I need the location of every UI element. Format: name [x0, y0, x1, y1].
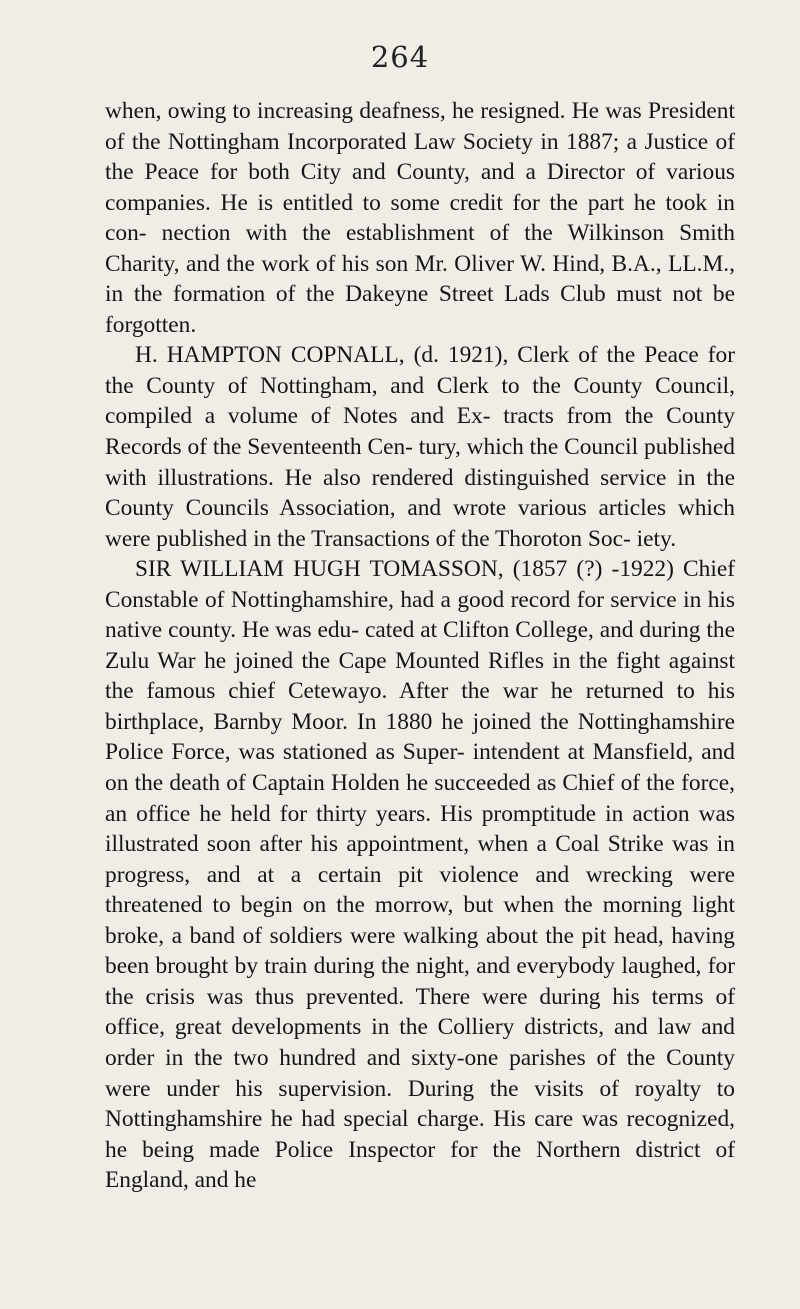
page-number: 264 — [370, 40, 430, 74]
page-body — [105, 96, 735, 1196]
paragraph-hind: when, owing to increasing deafness, he resigned. He was President of the Nottingham Incorporated Law Society in 1887; a Justice of the Peace for both City and County, and a Director of various companies. He is entitled to some credit for the part he took in con- nection with the establishment of the Wilkinson Smith Charity, and the work of his son Mr. Oliver W. Hind, B.A., LL.M., in the formation of the Dakeyne Street Lads Club must not be forgotten. — [105, 98, 735, 338]
paragraph-tomasson: SIR WILLIAM HUGH TOMASSON, (1857 (?) -1922) Chief Constable of Nottinghamshire, had a good record for service in his native county. He was edu- cated at Clifton College, and during the Zulu War he joined the Cape Mounted Rifles in the fight against the famous chief Cetewayo. After the war he returned to his birthplace, Barnby Moor. In 1880 he joined the Nottinghamshire Police Force, was stationed as Super- intendent at Mansfield, and on the death of Captain Holden he succeeded as Chief of the force, an office he held for thirty years. His promptitude in action was illustrated soon after his appointment, when a Coal Strike was in progress, and at a certain pit violence and wrecking were threatened to begin on the morrow, but when the morning light broke, a band of soldiers were walking about the pit head, having been brought by train during the night, and everybody laughed, for the crisis was thus prevented. There were during his terms of office, great developments in the Colliery districts, and law and order in the two hundred and sixty-one parishes of the County were under his supervision. During the visits of royalty to Nottinghamshire he had special charge. His care was recognized, he being made Police Inspector for the Northern district of England, and he — [105, 556, 735, 1194]
paragraph-copnall: H. HAMPTON COPNALL, (d. 1921), Clerk of the Peace for the County of Nottingham, and Clerk to the County Council, compiled a volume of Notes and Ex- tracts from the County Records of the Seventeenth Cen- tury, which the Council published with illustrations. He also rendered distinguished service in the County Councils Association, and wrote various articles which were published in the Transactions of the Thoroton Soc- iety. — [105, 342, 735, 552]
